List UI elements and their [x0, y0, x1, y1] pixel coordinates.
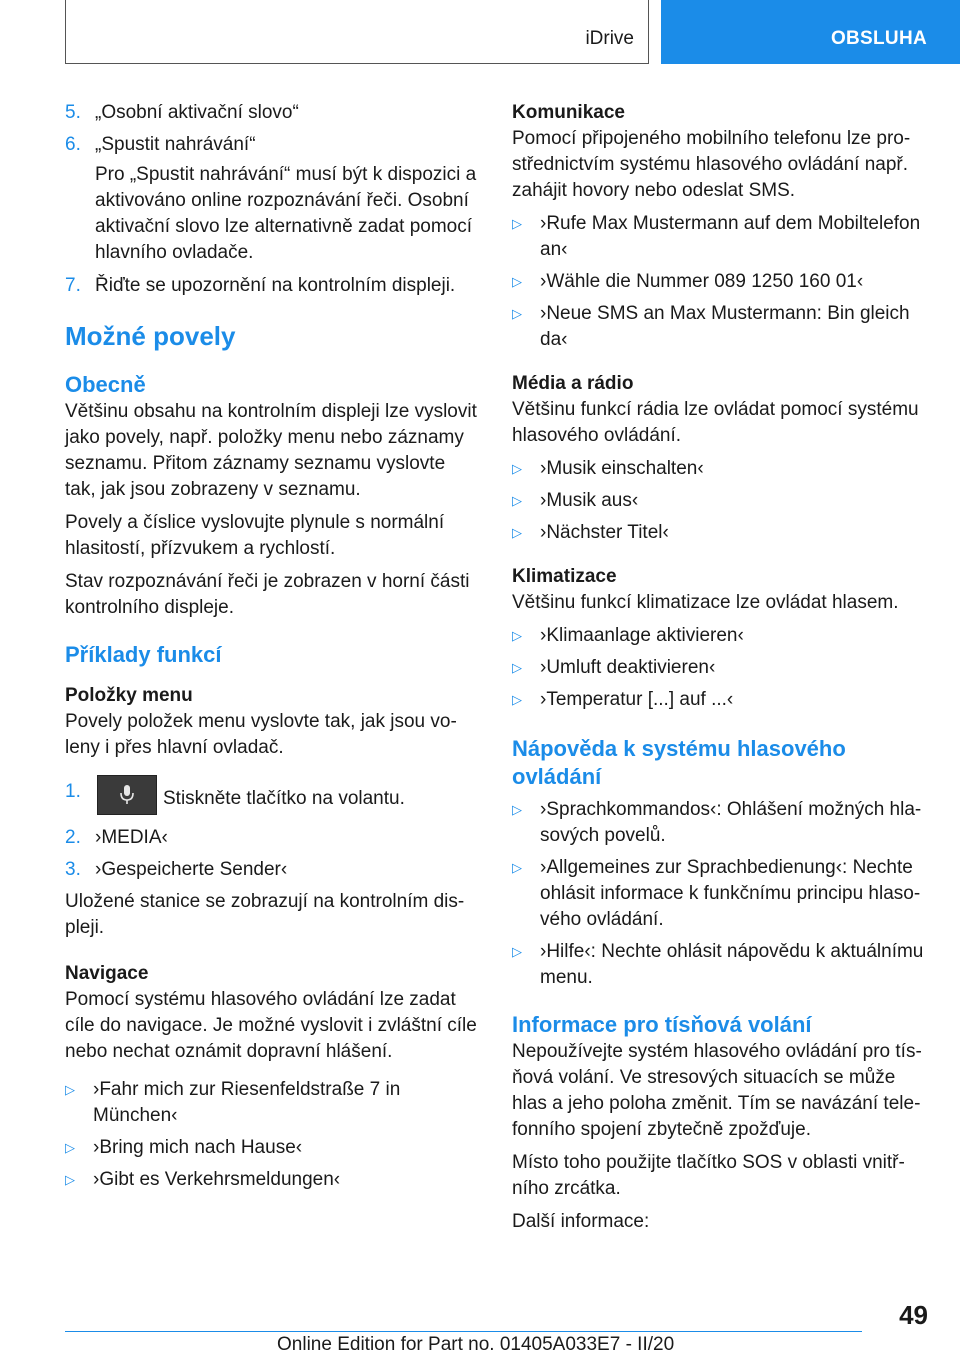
- paragraph: Většinu funkcí rádia lze ovládat pomocí systému hlasového ovládání.: [512, 399, 919, 446]
- list-item: ▷ ›Nächster Titel‹: [512, 520, 932, 546]
- list-item: 5. „Osobní aktivační slovo“: [65, 102, 299, 123]
- subheading-obecne: Obecně: [65, 372, 146, 397]
- bullet-triangle-icon: ▷: [512, 493, 522, 508]
- subheading-polozky-menu: Položky menu: [65, 685, 193, 706]
- paragraph: Většinu obsahu na kontrolním displeji lze vyslovit jako povely, např. položky menu nebo záznamy seznamu. Přitom záznamy seznamu vyslovte tak, jak jsou zobrazeny v seznamu.: [65, 401, 477, 500]
- bullet-triangle-icon: ▷: [512, 306, 522, 321]
- subheading-informace-tisnova-volani: Informace pro tísňová volání: [512, 1012, 812, 1037]
- paragraph: Povely a číslice vyslovujte plynule s normální hlasitostí, přízvukem a rychlostí.: [65, 512, 445, 559]
- list-item: ▷ ›Musik aus‹: [512, 488, 932, 514]
- subheading-komunikace: Komunikace: [512, 102, 625, 123]
- microphone-icon: [118, 784, 136, 806]
- bullet-triangle-icon: ▷: [512, 860, 522, 875]
- voice-button-image: [97, 775, 157, 815]
- subheading-priklady-funkci: Příklady funkcí: [65, 642, 222, 667]
- list-item: ▷ ›Hilfe‹: Nechte ohlásit nápovědu k aktuálnímu menu.: [512, 939, 932, 991]
- bullet-triangle-icon: ▷: [512, 692, 522, 707]
- paragraph: Další informace:: [512, 1211, 650, 1232]
- bullet-triangle-icon: ▷: [512, 461, 522, 476]
- bullet-triangle-icon: ▷: [512, 274, 522, 289]
- bullet-triangle-icon: ▷: [512, 216, 522, 231]
- bullet-triangle-icon: ▷: [512, 802, 522, 817]
- paragraph: Většinu funkcí klimatizace lze ovládat hlasem.: [512, 592, 899, 613]
- running-header-box: [65, 0, 649, 64]
- header-chapter-tab: [661, 0, 960, 64]
- header-section-title: iDrive: [585, 28, 634, 49]
- bullet-triangle-icon: ▷: [512, 628, 522, 643]
- bullet-triangle-icon: ▷: [65, 1140, 75, 1155]
- list-item: ▷ ›Wähle die Nummer 089 1250 160 01‹: [512, 269, 932, 295]
- section-heading-mozne-povely: Možné povely: [65, 321, 236, 351]
- list-item: ▷ ›Rufe Max Mustermann auf dem Mobiltelefon an‹: [512, 211, 932, 263]
- list-item: ▷ ›Klimaanlage aktivieren‹: [512, 623, 932, 649]
- paragraph: Pomocí systému hlasového ovládání lze zadat cíle do navigace. Je možné vyslovit i zvláštní cíle nebo nechat oznámit dopravní hlášení.: [65, 989, 477, 1062]
- paragraph: Stav rozpoznávání řeči je zobrazen v horní části kontrolního displeje.: [65, 571, 470, 618]
- subheading-klimatizace: Klimatizace: [512, 566, 617, 587]
- step-item: 1. Stiskněte tlačítko na volantu.: [65, 779, 480, 819]
- bullet-triangle-icon: ▷: [512, 944, 522, 959]
- bullet-triangle-icon: ▷: [512, 525, 522, 540]
- paragraph: Místo toho použijte tlačítko SOS v oblasti vnitřního zrcátka.: [512, 1152, 905, 1199]
- step-item: 2. ›MEDIA‹: [65, 827, 168, 848]
- list-item: ▷ ›Fahr mich zur Riesenfeldstraße 7 in München‹: [65, 1077, 480, 1129]
- right-column: [512, 100, 932, 1242]
- list-item: ▷ ›Gibt es Verkehrsmeldungen‹: [65, 1167, 480, 1193]
- list-item: ▷ ›Temperatur [...] auf ...‹: [512, 687, 932, 713]
- bullet-triangle-icon: ▷: [65, 1172, 75, 1187]
- list-item: ▷ ›Umluft deaktivieren‹: [512, 655, 932, 681]
- header-chapter-label: OBSLUHA: [830, 28, 927, 49]
- footer-edition-text: Online Edition for Part no. 01405A033E7 - II/20: [277, 1334, 675, 1355]
- list-item: 7. Řiďte se upozornění na kontrolním displeji.: [65, 275, 456, 296]
- step-item: 3. ›Gespeicherte Sender‹: [65, 859, 288, 880]
- bullet-triangle-icon: ▷: [512, 660, 522, 675]
- list-item: ▷ ›Musik einschalten‹: [512, 456, 932, 482]
- paragraph: Povely položek menu vyslovte tak, jak jsou voleny i přes hlavní ovladač.: [65, 711, 457, 758]
- paragraph: Uložené stanice se zobrazují na kontrolním displeji.: [65, 891, 465, 938]
- paragraph: Nepoužívejte systém hlasového ovládání pro tísňová volání. Ve stresových situacích se může hlas a jeho poloha změnit. Tím se navázání telefonního spojení zbytečně zpožďuje.: [512, 1041, 922, 1140]
- left-column: [65, 100, 480, 1199]
- list-item: ▷ ›Bring mich nach Hause‹: [65, 1135, 480, 1161]
- paragraph: Pomocí připojeného mobilního telefonu lze prostřednictvím systému hlasového ovládání např. zahájit hovory nebo odeslat SMS.: [512, 128, 911, 201]
- list-item: 6. „Spustit nahrávání“: [65, 134, 256, 155]
- subheading-media-a-radio: Média a rádio: [512, 373, 634, 394]
- footer-divider: [65, 1331, 862, 1332]
- subheading-navigace: Navigace: [65, 963, 149, 984]
- list-note: Pro „Spustit nahrávání“ musí být k dispozici a aktivováno online rozpoznávání řeči. Osobní aktivační slovo lze alternativně zadat pomocí hlavního ovladače.: [95, 164, 477, 263]
- list-item: ▷ ›Sprachkommandos‹: Ohlášení možných hlasových povelů.: [512, 797, 932, 849]
- subheading-napoveda: Nápověda k systému hlasového ovládání: [512, 736, 846, 789]
- page-number: 49: [899, 1300, 928, 1330]
- list-item: ▷ ›Neue SMS an Max Mustermann: Bin gleich da‹: [512, 301, 932, 353]
- list-item: ▷ ›Allgemeines zur Sprachbedienung‹: Nechte ohlásit informace k funkčnímu principu hlasového ovládání.: [512, 855, 932, 933]
- bullet-triangle-icon: ▷: [65, 1082, 75, 1097]
